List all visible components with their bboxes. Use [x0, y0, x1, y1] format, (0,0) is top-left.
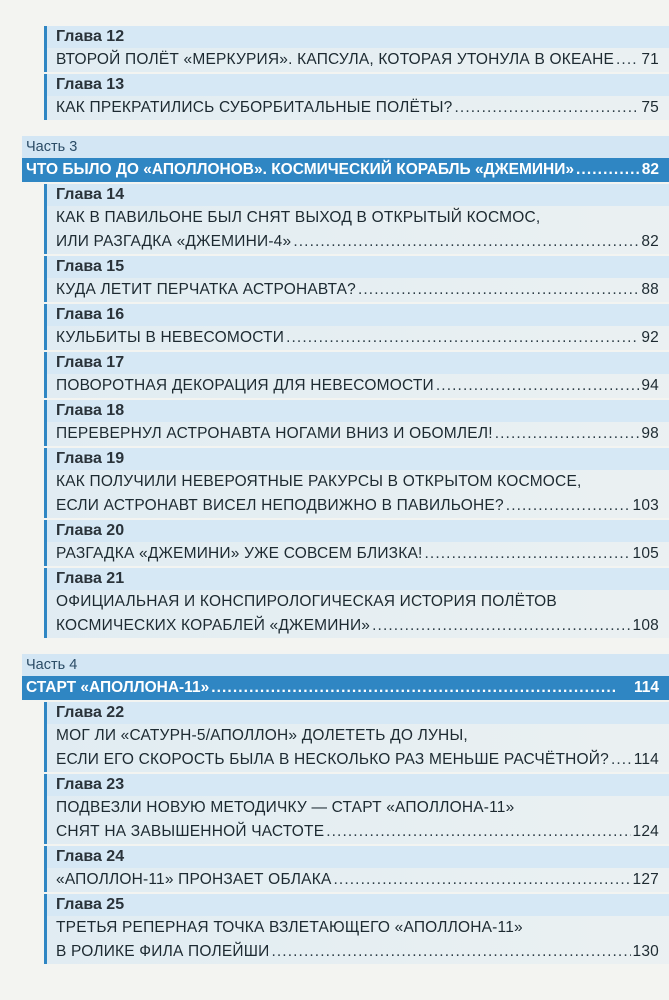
page-number: 105 — [632, 545, 659, 562]
chapter-title-line — [56, 796, 669, 820]
toc-chapter-entry[interactable] — [44, 304, 669, 350]
chapter-title-line — [56, 96, 669, 120]
chapter-number: Глава 22 — [47, 702, 669, 724]
dot-leader — [576, 158, 640, 182]
chapter-title-line — [56, 590, 669, 614]
chapter-title-line — [56, 48, 669, 72]
chapter-number: Глава 19 — [47, 448, 669, 470]
chapter-number: Глава 25 — [47, 894, 669, 916]
toc-chapter-entry[interactable] — [44, 26, 669, 72]
part-title — [22, 676, 669, 700]
page-number: 127 — [632, 871, 659, 888]
dot-leader — [436, 374, 639, 398]
chapter-number: Глава 12 — [47, 26, 669, 48]
chapter-number: Глава 16 — [47, 304, 669, 326]
toc-chapter-entry[interactable] — [44, 74, 669, 120]
toc-chapter-entry[interactable] — [44, 256, 669, 302]
page-number: 82 — [641, 161, 659, 178]
page-number: 75 — [641, 99, 659, 116]
chapter-title-text: КАК В ПАВИЛЬОНЕ БЫЛ СНЯТ ВЫХОД В ОТКРЫТЫЙ КОСМОС, — [56, 209, 541, 226]
toc-chapter-entry[interactable] — [44, 448, 669, 518]
toc-chapter-entry[interactable] — [44, 520, 669, 566]
chapter-title-text: ЕСЛИ ЕГО СКОРОСТЬ БЫЛА В НЕСКОЛЬКО РАЗ МЕНЬШЕ РАСЧЁТНОЙ? — [56, 751, 609, 768]
chapter-title-line — [56, 820, 669, 844]
part-title-text: СТАРТ «АПОЛЛОНА-11» — [26, 679, 210, 696]
dot-leader — [334, 868, 631, 892]
toc-chapter-entry[interactable] — [44, 774, 669, 844]
chapter-number: Глава 18 — [47, 400, 669, 422]
dot-leader — [455, 96, 640, 120]
chapter-title-line — [56, 542, 669, 566]
dot-leader — [326, 820, 630, 844]
chapter-number: Глава 15 — [47, 256, 669, 278]
part-header[interactable] — [22, 136, 669, 182]
chapter-number: Глава 23 — [47, 774, 669, 796]
dot-leader — [271, 940, 630, 964]
dot-leader — [506, 494, 631, 518]
page-number: 114 — [633, 751, 659, 768]
page-number: 94 — [641, 377, 659, 394]
chapter-title-text: ПОДВЕЗЛИ НОВУЮ МЕТОДИЧКУ — СТАРТ «АПОЛЛОНА-11» — [56, 799, 515, 816]
chapter-number: Глава 24 — [47, 846, 669, 868]
page-number: 92 — [641, 329, 659, 346]
chapter-title-text: КАК ПРЕКРАТИЛИСЬ СУБОРБИТАЛЬНЫЕ ПОЛЁТЫ? — [56, 99, 453, 116]
toc-chapter-entry[interactable] — [44, 846, 669, 892]
chapter-title-line — [56, 916, 669, 940]
chapter-title-text: ПЕРЕВЕРНУЛ АСТРОНАВТА НОГАМИ ВНИЗ И ОБОМЛЕЛ! — [56, 425, 493, 442]
chapter-title-text: РАЗГАДКА «ДЖЕМИНИ» УЖЕ СОВСЕМ БЛИЗКА! — [56, 545, 423, 562]
page-number: 88 — [641, 281, 659, 298]
chapter-title-text: В РОЛИКЕ ФИЛА ПОЛЕЙШИ — [56, 943, 270, 960]
chapter-title-text: «АПОЛЛОН-11» ПРОНЗАЕТ ОБЛАКА — [56, 871, 332, 888]
chapter-title-text: ВТОРОЙ ПОЛЁТ «МЕРКУРИЯ». КАПСУЛА, КОТОРАЯ УТОНУЛА В ОКЕАНЕ — [56, 51, 615, 68]
part-label: Часть 4 — [22, 654, 669, 676]
page-number: 103 — [632, 497, 659, 514]
chapter-title-text: ИЛИ РАЗГАДКА «ДЖЕМИНИ-4» — [56, 233, 292, 250]
chapter-title-line — [56, 470, 669, 494]
chapter-title-line — [56, 278, 669, 302]
chapter-number: Глава 13 — [47, 74, 669, 96]
dot-leader — [293, 230, 639, 254]
toc-chapter-entry[interactable] — [44, 894, 669, 964]
page-number: 124 — [632, 823, 659, 840]
page-number: 71 — [641, 51, 659, 68]
chapter-title-text: ЕСЛИ АСТРОНАВТ ВИСЕЛ НЕПОДВИЖНО В ПАВИЛЬОНЕ? — [56, 497, 504, 514]
dot-leader — [495, 422, 640, 446]
part-label: Часть 3 — [22, 136, 669, 158]
dot-leader — [611, 748, 632, 772]
dot-leader — [286, 326, 639, 350]
part-header[interactable] — [22, 654, 669, 700]
chapter-title-line — [56, 724, 669, 748]
chapter-number: Глава 14 — [47, 184, 669, 206]
page-number: 98 — [641, 425, 659, 442]
chapter-title-line — [56, 614, 669, 638]
chapter-title-text: КУДА ЛЕТИТ ПЕРЧАТКА АСТРОНАВТА? — [56, 281, 356, 298]
part-title — [22, 158, 669, 182]
chapter-number: Глава 17 — [47, 352, 669, 374]
page-number: 82 — [641, 233, 659, 250]
chapter-title-line — [56, 868, 669, 892]
chapter-title-text: ТРЕТЬЯ РЕПЕРНАЯ ТОЧКА ВЗЛЕТАЮЩЕГО «АПОЛЛОНА-11» — [56, 919, 523, 936]
page-number: 114 — [633, 679, 659, 696]
toc-chapter-entry[interactable] — [44, 400, 669, 446]
toc-chapter-entry[interactable] — [44, 568, 669, 638]
dot-leader — [425, 542, 631, 566]
chapter-number: Глава 21 — [47, 568, 669, 590]
chapter-title-line — [56, 748, 669, 772]
chapter-title-line — [56, 326, 669, 350]
dot-leader — [211, 676, 632, 700]
chapter-title-line — [56, 230, 669, 254]
page-number: 108 — [632, 617, 659, 634]
chapter-title-line — [56, 422, 669, 446]
chapter-number: Глава 20 — [47, 520, 669, 542]
chapter-title-text: КУЛЬБИТЫ В НЕВЕСОМОСТИ — [56, 329, 285, 346]
part-title-text: ЧТО БЫЛО ДО «АПОЛЛОНОВ». КОСМИЧЕСКИЙ КОРАБЛЬ «ДЖЕМИНИ» — [26, 161, 575, 178]
chapter-title-text: ОФИЦИАЛЬНАЯ И КОНСПИРОЛОГИЧЕСКАЯ ИСТОРИЯ ПОЛЁТОВ — [56, 593, 557, 610]
chapter-title-text: МОГ ЛИ «САТУРН-5/АПОЛЛОН» ДОЛЕТЕТЬ ДО ЛУНЫ, — [56, 727, 468, 744]
dot-leader — [616, 48, 639, 72]
toc-chapter-entry[interactable] — [44, 702, 669, 772]
dot-leader — [358, 278, 639, 302]
chapter-title-text: ПОВОРОТНАЯ ДЕКОРАЦИЯ ДЛЯ НЕВЕСОМОСТИ — [56, 377, 434, 394]
chapter-title-text: КОСМИЧЕСКИХ КОРАБЛЕЙ «ДЖЕМИНИ» — [56, 617, 371, 634]
page-number: 130 — [632, 943, 659, 960]
chapter-title-text: КАК ПОЛУЧИЛИ НЕВЕРОЯТНЫЕ РАКУРСЫ В ОТКРЫТОМ КОСМОСЕ, — [56, 473, 582, 490]
chapter-title-text: СНЯТ НА ЗАВЫШЕННОЙ ЧАСТОТЕ — [56, 823, 325, 840]
chapter-title-line — [56, 374, 669, 398]
chapter-title-line — [56, 206, 669, 230]
chapter-title-line — [56, 494, 669, 518]
chapter-title-line — [56, 940, 669, 964]
toc-chapter-entry[interactable] — [44, 352, 669, 398]
toc-chapter-entry[interactable] — [44, 184, 669, 254]
dot-leader — [372, 614, 630, 638]
